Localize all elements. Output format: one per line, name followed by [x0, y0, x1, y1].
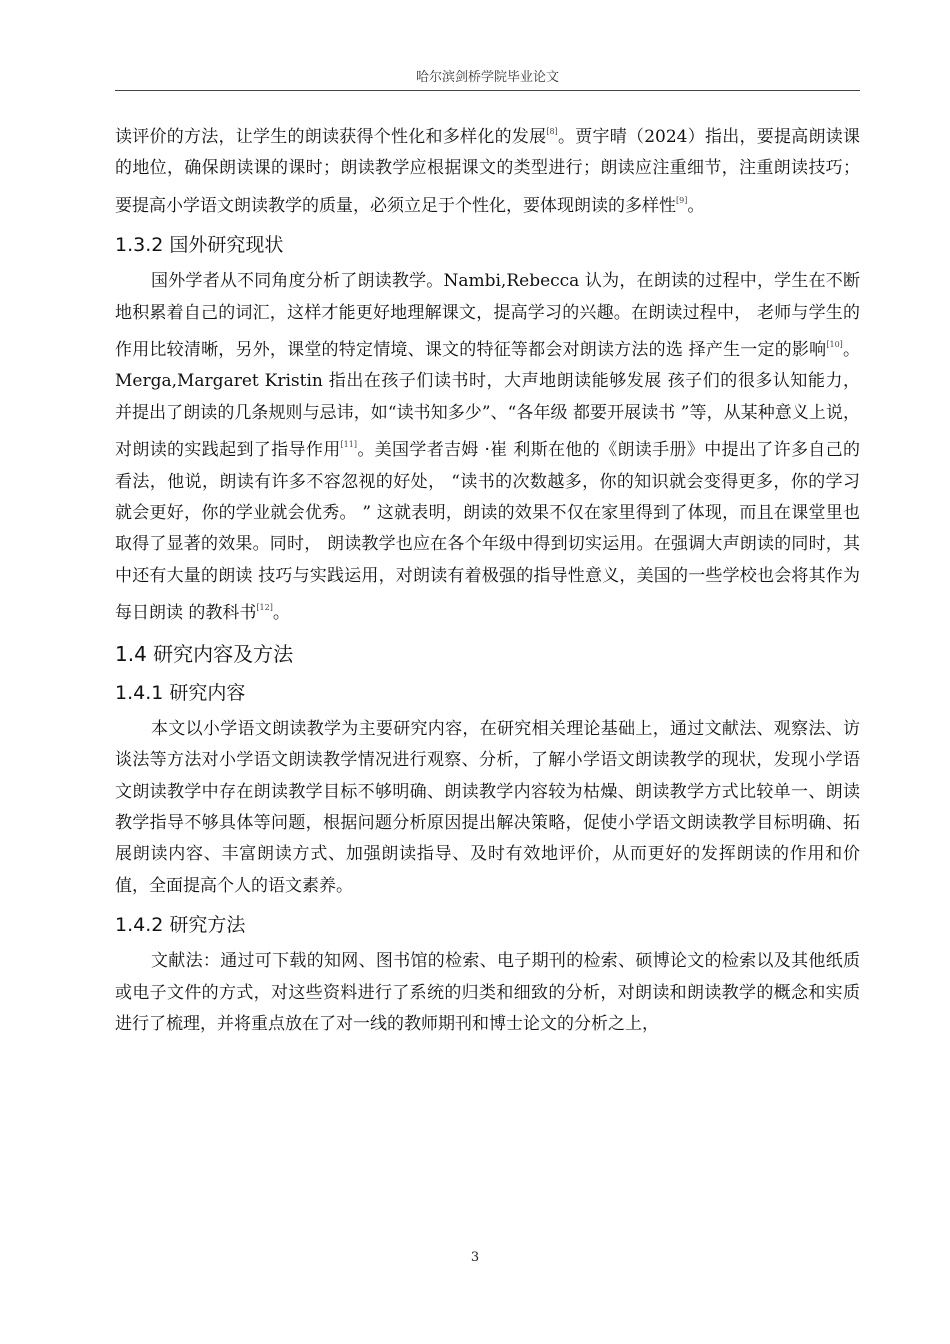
citation-ref: [8]: [546, 127, 558, 136]
paragraph-text: 国外学者从不同角度分析了朗读教学。Nambi,Rebecca 认为，在朗读的过程中，学生在不断地积累着自己的词汇，这样才能更好地理解课文，提高学习的兴趣。在朗读过程中， 老师与学生的作用比较清晰，另外，课堂的特定情境、课文的特征等都会对朗读方法的选 择产生一定的影响: [115, 271, 860, 361]
citation-ref: [12]: [256, 603, 273, 613]
paragraph-research-content: 本文以小学语文朗读教学为主要研究内容，在研究相关理论基础上，通过文献法、观察法、访谈法等方法对小学语文朗读教学情况进行观察、分析，了解小学语文朗读教学的现状，发现小学语文朗读教学中存在朗读教学目标不够明确、朗读教学内容较为枯燥、朗读教学方式比较单一、朗读教学指导不够具体等问题，根据问题分析原因提出解决策略，促使小学语文朗读教学目标明确、拓展朗读内容、丰富朗读方式、加强朗读指导、及时有效地评价，从而更好的发挥朗读的作用和价值，全面提高个人的语文素养。: [115, 718, 860, 896]
section-heading-1-4-2: 1.4.2 研究方法: [115, 914, 246, 937]
section-heading-1-4-1: 1.4.1 研究内容: [115, 681, 246, 704]
paragraph-foreign-research: [115, 266, 860, 629]
page-number: 3: [470, 1250, 480, 1265]
page-header-title: 哈尔滨剑桥学院毕业论文: [415, 70, 559, 85]
paragraph-text: 。贾宇晴（2024）指出，要提高朗读课的地位，确保朗读课的课时；朗读教学应根据课文的类型进行；朗读应注重细节，注重朗读技巧；要提高小学语文朗读教学的质量，必须立足于个性化，要体现朗读的多样性: [115, 127, 861, 216]
paragraph-text: 读评价的方法，让学生的朗读获得个性化和多样化的发展: [115, 127, 547, 147]
paragraph-text: 。: [272, 603, 290, 624]
paragraph-domestic-research-continued: [115, 116, 860, 222]
paragraph-research-methods: 文献法：通过可下载的知网、图书馆的检索、电子期刊的检索、硕博论文的检索以及其他纸质或电子文件的方式，对这些资料进行了系统的归类和细致的分析，对朗读和朗读教学的概念和实质进行了梳理，并将重点放在了对一线的教师期刊和博士论文的分析之上，: [115, 951, 860, 1034]
citation-ref: [9]: [676, 195, 688, 205]
header-divider: [115, 90, 860, 91]
paragraph-text: 。: [687, 195, 705, 216]
citation-ref: [10]: [826, 340, 843, 350]
page-body: [115, 116, 860, 1040]
paragraph-text: 。美国学者吉姆 ·崔 利斯在他的《朗读手册》中提出了许多自己的看法，他说，朗读有许多不容忽视的好处， “读书的次数越多，你的知识就会变得更多，你的学习就会更好，你的学业就会优秀。 ” 这就表明，朗读的效果不仅在家里得到了体现，而且在课堂里也取得了显著的效果。同时， 朗读教学也应在各个年级中得到切实运用。在强调大声朗读的同时，其中还有大量的朗读 技巧与实践运用，对朗读有着极强的指导性意义，美国的一些学校也会将其作为每日朗读 的教科书: [115, 440, 861, 624]
paragraph-text: 。Merga,Margaret Kristin 指出在孩子们读书时，大声地朗读能够发展 孩子们的很多认知能力，并提出了朗读的几条规则与忌讳，如“读书知多少”、“各年级 都要开展读书 ”等，从某种意义上说，对朗读的实践起到了指导作用: [115, 340, 861, 461]
section-heading-1-4: 1.4 研究内容及方法: [115, 641, 294, 666]
section-heading-1-3-2: 1.3.2 国外研究现状: [115, 234, 284, 257]
citation-ref: [11]: [340, 440, 357, 450]
